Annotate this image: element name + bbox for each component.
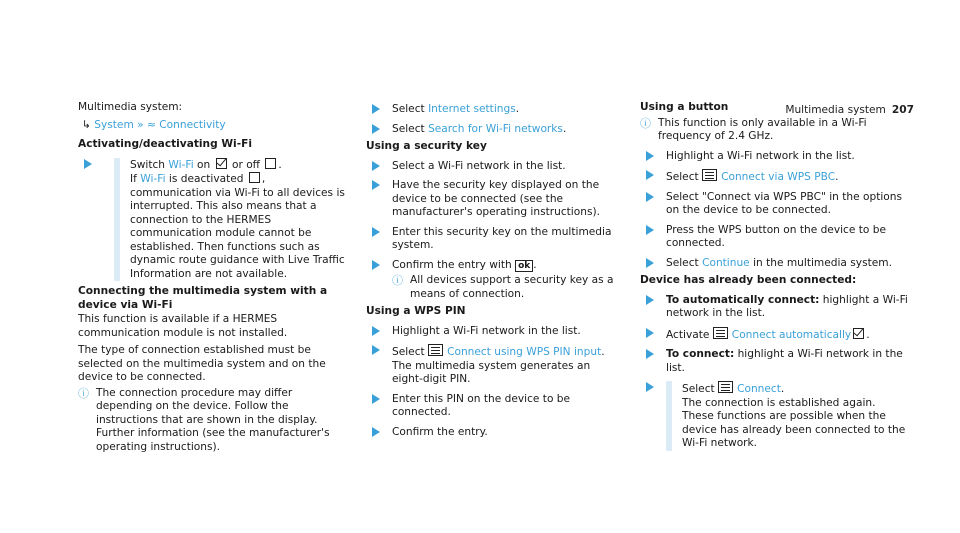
step-arrow-icon	[646, 328, 654, 338]
step	[78, 158, 346, 282]
double-chevron-icon: »	[137, 118, 144, 131]
step-arrow-icon	[84, 159, 92, 169]
paragraph: The type of connection established must be selected on the multimedia system and on the device to be connected.	[78, 344, 326, 383]
step-arrow-icon	[372, 326, 380, 336]
section-title: Multimedia system	[785, 104, 886, 116]
step-arrow-icon	[372, 227, 380, 237]
step	[640, 381, 908, 451]
options-menu-icon	[718, 381, 733, 393]
step-arrow-icon	[372, 124, 380, 134]
return-arrow-icon: ↳	[82, 118, 91, 131]
options-menu-icon	[702, 169, 717, 181]
step-arrow-icon	[372, 394, 380, 404]
menu-path	[78, 119, 346, 133]
step-arrow-icon	[646, 192, 654, 202]
heading-wps-pin: Using a WPS PIN	[366, 305, 466, 317]
step: Select Connect via WPS PBC.	[640, 169, 908, 185]
step: Activate Connect automatically .	[640, 327, 908, 343]
heading-connect-device: Connecting the multimedia system with a device via Wi-Fi	[78, 285, 328, 311]
step-arrow-icon	[646, 151, 654, 161]
step-arrow-icon	[372, 161, 380, 171]
heading-activate-wifi: Activating/deactivating Wi-Fi	[78, 138, 252, 150]
options-menu-icon	[713, 327, 728, 339]
note: ⓘ This function is only available in a Wi-Fi frequency of 2.4 GHz.	[640, 116, 867, 142]
step: Select Internet settings.	[366, 103, 620, 117]
checked-box-icon	[216, 158, 227, 169]
empty-box-icon	[265, 158, 276, 169]
step: To automatically connect: highlight a Wi-Fi network in the list.	[640, 294, 908, 321]
step-arrow-icon	[372, 345, 380, 355]
step: Have the security key displayed on the device to be connected (see the manufacturer's operating instructions).	[366, 179, 620, 220]
step: To connect: highlight a Wi-Fi network in the list.	[640, 348, 908, 375]
note: ⓘ The connection procedure may differ depending on the device. Follow the instructions that are shown in the display. Further information (see the manufacturer's operating instructions).	[78, 386, 330, 453]
heading-button: Using a button	[640, 101, 729, 113]
step: Select Search for Wi-Fi networks.	[366, 123, 620, 137]
paragraph: This function is available if a HERMES communication module is not installed.	[78, 313, 288, 339]
heading-already-connected: Device has already been connected:	[640, 274, 857, 286]
empty-box-icon	[249, 172, 260, 183]
path-connectivity: Connectivity	[159, 118, 226, 131]
column-2	[366, 101, 620, 443]
note: ⓘ All devices support a security key as a means of connection.	[392, 274, 614, 300]
options-menu-icon	[428, 344, 443, 356]
step: Select a Wi-Fi network in the list.	[366, 160, 620, 174]
intro-text: Multimedia system:	[78, 101, 183, 113]
step-body: Switch Wi-Fi on or off . If Wi-Fi is deactivated , communication via Wi-Fi to all devices is interrupted. This also means that a connection to the HERMES communication module cannot be established. Then functions such as dynamic route guidance with Live Traffic Information are not available.	[114, 158, 346, 282]
step-arrow-icon	[372, 180, 380, 190]
step: Confirm the entry.	[366, 426, 620, 440]
heading-security-key: Using a security key	[366, 140, 487, 152]
step: Select "Connect via WPS PBC" in the options on the device to be connected.	[640, 191, 908, 218]
step: Confirm the entry with ok . ⓘ All devices support a security key as a means of connection.	[366, 259, 620, 302]
checked-box-icon	[853, 328, 864, 339]
step-arrow-icon	[372, 260, 380, 270]
step-arrow-icon	[372, 427, 380, 437]
step-arrow-icon	[646, 170, 654, 180]
info-icon: ⓘ	[78, 386, 89, 400]
step-body: Select Connect. The connection is established again. These functions are possible when the device has already been connected to the Wi-Fi network.	[666, 381, 908, 451]
step: Press the WPS button on the device to be connected.	[640, 224, 908, 251]
step: Enter this PIN on the device to be connected.	[366, 393, 620, 420]
path-system: System	[94, 118, 134, 131]
step: Select Connect using WPS PIN input. The multimedia system generates an eight-digit PIN.	[366, 344, 620, 387]
step: Highlight a Wi-Fi network in the list.	[640, 150, 908, 164]
step: Enter this security key on the multimedia system.	[366, 226, 620, 253]
step-arrow-icon	[646, 382, 654, 392]
ok-key-icon: ok	[515, 260, 533, 272]
column-3	[640, 101, 908, 455]
step-arrow-icon	[372, 104, 380, 114]
page-number: 207	[891, 104, 914, 116]
step-arrow-icon	[646, 225, 654, 235]
wifi-icon: ≈	[147, 118, 156, 131]
step-arrow-icon	[646, 258, 654, 268]
info-icon: ⓘ	[640, 116, 651, 130]
step: Highlight a Wi-Fi network in the list.	[366, 325, 620, 339]
step-arrow-icon	[646, 295, 654, 305]
step: Select Continue in the multimedia system.	[640, 257, 908, 271]
step-arrow-icon	[646, 349, 654, 359]
info-icon: ⓘ	[392, 274, 403, 287]
column-1	[78, 101, 346, 454]
